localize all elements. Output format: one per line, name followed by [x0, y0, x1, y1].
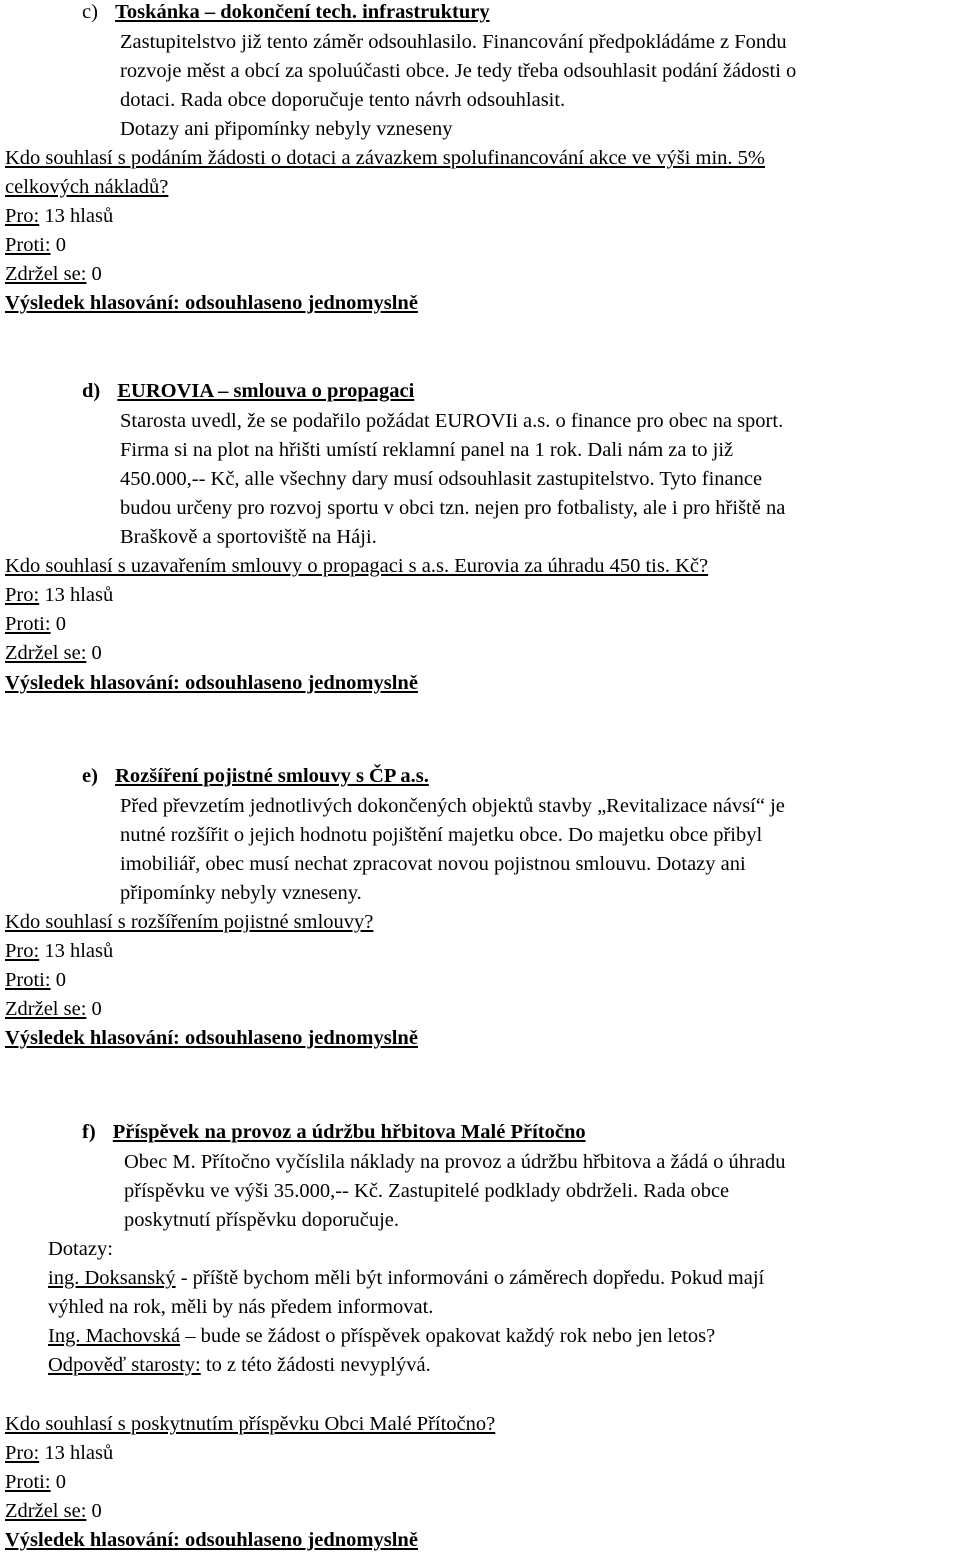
description-line: Dotazy ani připomínky nebyly vzneseny [120, 118, 453, 140]
description-line: budou určeny pro rozvoj sportu v obci tzn. nejen pro fotbalisty, ale i pro hřiště na [120, 497, 786, 519]
item-marker: f) [82, 1121, 96, 1143]
vote-proti [5, 970, 66, 991]
section-title: Příspěvek na provoz a údržbu hřbitova Malé Přítočno [112, 1121, 586, 1143]
pro-label: Pro: [5, 584, 40, 606]
zdrzel-label: Zdržel se: [5, 642, 87, 664]
speaker-name: Ing. Machovská [48, 1325, 181, 1347]
description-line: rozvoje měst a obcí za spoluúčasti obce. Je tedy třeba odsouhlasit podání žádosti o [120, 60, 797, 82]
pro-label: Pro: [5, 1442, 40, 1464]
zdrzel-value: 0 [86, 1500, 102, 1522]
section-title: Toskánka – dokončení tech. infrastruktury [115, 1, 490, 23]
description-line: Obec M. Přítočno vyčíslila náklady na provoz a údržbu hřbitova a žádá o úhradu [124, 1151, 786, 1173]
description-line: příspěvku ve výši 35.000,-- Kč. Zastupitelé podklady obdrželi. Rada obce [124, 1180, 730, 1202]
pro-value: 13 hlasů [39, 205, 114, 227]
section-heading [82, 2, 490, 23]
vote-result: Výsledek hlasování: odsouhlaseno jednomyslně [5, 1027, 418, 1049]
zdrzel-label: Zdržel se: [5, 1500, 87, 1522]
description-line: poskytnutí příspěvku doporučuje. [124, 1209, 400, 1231]
query-machovska [48, 1326, 715, 1347]
section-heading [82, 381, 414, 402]
vote-pro [5, 206, 113, 227]
query-doksansky [48, 1268, 764, 1289]
pro-label: Pro: [5, 205, 40, 227]
proti-label: Proti: [5, 234, 51, 256]
proti-label: Proti: [5, 1471, 51, 1493]
pro-value: 13 hlasů [39, 940, 114, 962]
vote-zdrzel [5, 643, 102, 664]
description-line: Firma si na plot na hřišti umístí reklamní panel na 1 rok. Dali nám za to již [120, 439, 734, 461]
pro-value: 13 hlasů [39, 584, 114, 606]
item-marker: c) [82, 1, 98, 23]
description-line: Před převzetím jednotlivých dokončených objektů stavby „Revitalizace návsí“ je [120, 795, 785, 817]
vote-zdrzel [5, 1501, 102, 1522]
proti-label: Proti: [5, 613, 51, 635]
vote-proti [5, 1472, 66, 1493]
vote-question: Kdo souhlasí s podáním žádosti o dotaci a závazkem spolufinancování akce ve výši min. 5% [5, 147, 766, 169]
vote-question: celkových nákladů? [5, 176, 169, 198]
item-marker: e) [82, 765, 98, 787]
vote-question: Kdo souhlasí s rozšířením pojistné smlouvy? [5, 911, 374, 933]
description-line: 450.000,-- Kč, alle všechny dary musí odsouhlasit zastupitelstvo. Tyto finance [120, 468, 763, 490]
zdrzel-value: 0 [86, 998, 102, 1020]
query-continuation: výhled na rok, měli by nás předem informovat. [48, 1296, 434, 1318]
description-line: nutné rozšířit o jejich hodnotu pojištění majetku obce. Do majetku obce přibyl [120, 824, 763, 846]
description-line: Zastupitelstvo již tento záměr odsouhlasilo. Financování předpokládáme z Fondu [120, 31, 787, 53]
section-heading [82, 1122, 586, 1143]
section-title: EUROVIA – smlouva o propagaci [117, 380, 415, 402]
pro-value: 13 hlasů [39, 1442, 114, 1464]
dotazy-label: Dotazy: [48, 1238, 113, 1260]
query-text: – bude se žádost o příspěvek opakovat každý rok nebo jen letos? [180, 1325, 716, 1347]
vote-zdrzel [5, 264, 102, 285]
answer-label: Odpověď starosty: [48, 1354, 201, 1376]
vote-pro [5, 585, 113, 606]
section-heading [82, 766, 429, 787]
vote-question: Kdo souhlasí s poskytnutím příspěvku Obci Malé Přítočno? [5, 1413, 496, 1435]
description-line: připomínky nebyly vzneseny. [120, 882, 362, 904]
zdrzel-value: 0 [86, 642, 102, 664]
speaker-name: ing. Doksanský [48, 1267, 176, 1289]
zdrzel-label: Zdržel se: [5, 998, 87, 1020]
description-line: imobiliář, obec musí nechat zpracovat novou pojistnou smlouvu. Dotazy ani [120, 853, 746, 875]
proti-value: 0 [50, 1471, 66, 1493]
description-line: Braškově a sportoviště na Háji. [120, 526, 377, 548]
vote-result: Výsledek hlasování: odsouhlaseno jednomyslně [5, 292, 418, 314]
vote-question: Kdo souhlasí s uzavařením smlouvy o propagaci s a.s. Eurovia za úhradu 450 tis. Kč? [5, 555, 709, 577]
vote-result: Výsledek hlasování: odsouhlaseno jednomyslně [5, 672, 418, 694]
section-title: Rozšíření pojistné smlouvy s ČP a.s. [115, 765, 429, 787]
proti-value: 0 [50, 613, 66, 635]
vote-result: Výsledek hlasování: odsouhlaseno jednomyslně [5, 1529, 418, 1551]
description-line: Starosta uvedl, že se podařilo požádat EUROVIi a.s. o finance pro obec na sport. [120, 410, 784, 432]
vote-pro [5, 941, 113, 962]
vote-proti [5, 235, 66, 256]
proti-label: Proti: [5, 969, 51, 991]
pro-label: Pro: [5, 940, 40, 962]
query-text: - příště bychom měli být informováni o záměrech dopředu. Pokud mají [175, 1267, 765, 1289]
description-line: dotaci. Rada obce doporučuje tento návrh odsouhlasit. [120, 89, 566, 111]
vote-proti [5, 614, 66, 635]
zdrzel-label: Zdržel se: [5, 263, 87, 285]
proti-value: 0 [50, 969, 66, 991]
vote-zdrzel [5, 999, 102, 1020]
vote-pro [5, 1443, 113, 1464]
mayor-answer [48, 1355, 431, 1376]
proti-value: 0 [50, 234, 66, 256]
item-marker: d) [82, 380, 101, 402]
answer-text: to z této žádosti nevyplývá. [200, 1354, 431, 1376]
zdrzel-value: 0 [86, 263, 102, 285]
